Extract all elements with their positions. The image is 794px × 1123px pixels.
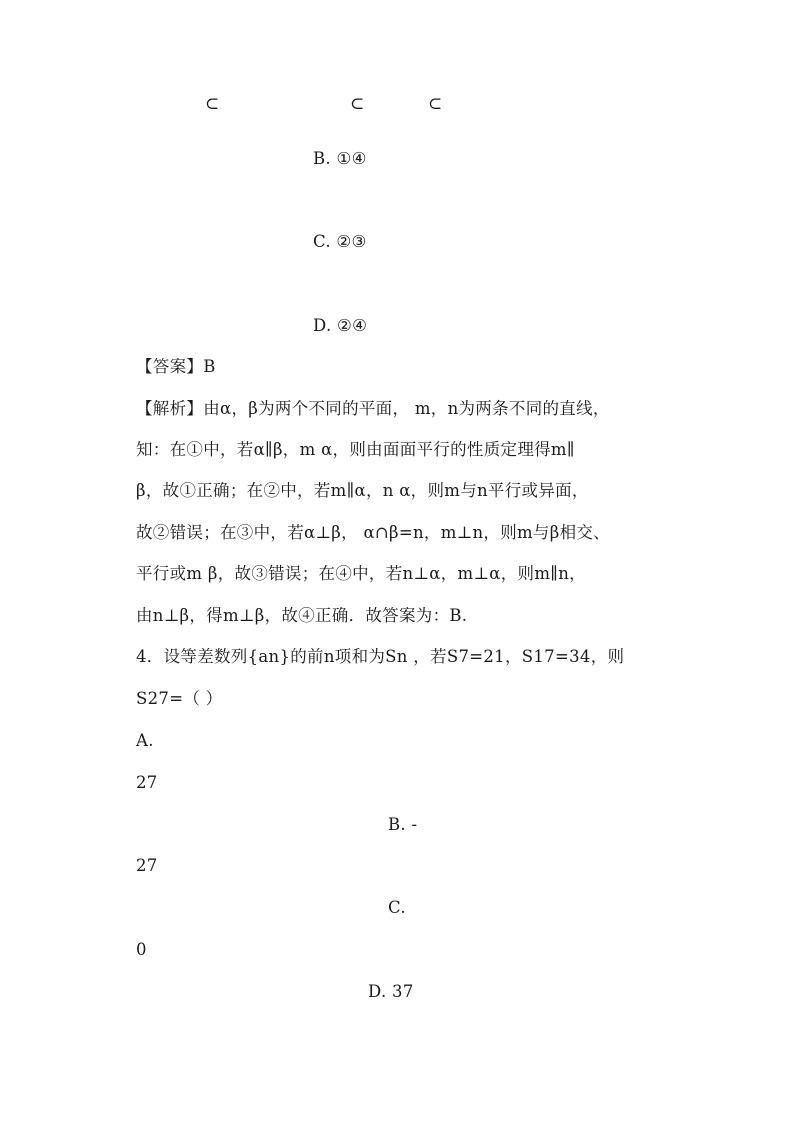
q4-stem-line-1: 4．设等差数列{an}的前n项和为Sn ，若S7=21，S17=34，则	[136, 647, 625, 666]
subset-symbol-1: ⊂	[205, 94, 220, 114]
q4-option-d: D. 37	[368, 982, 414, 1001]
answer-line: 【答案】B	[136, 357, 216, 376]
q4-option-a-label: A.	[136, 731, 154, 750]
subset-symbol-3: ⊂	[428, 94, 443, 114]
q4-option-c-value: 0	[136, 940, 147, 959]
q4-option-b-value: 27	[136, 856, 158, 875]
analysis-line-1: 【解析】由α，β为两个不同的平面， m，n为两条不同的直线，	[136, 399, 610, 418]
analysis-line-2: 知：在①中，若α∥β，m α，则由面面平行的性质定理得m∥	[136, 440, 575, 459]
subset-symbol-2: ⊂	[350, 94, 365, 114]
q4-stem-line-2: S27=（ ）	[136, 689, 223, 708]
q3-option-c: C. ②③	[313, 232, 367, 251]
q4-option-b-label: B. -	[388, 815, 418, 834]
analysis-line-5: 平行或m β，故③错误；在④中，若n⊥α，m⊥α，则m∥n，	[136, 564, 586, 583]
q4-option-a-value: 27	[136, 773, 158, 792]
q3-option-b: B. ①④	[313, 149, 367, 168]
analysis-line-3: β，故①正确；在②中，若m∥α，n α，则m与n平行或异面，	[136, 481, 589, 500]
q4-option-c-label: C.	[388, 898, 406, 917]
analysis-line-4: 故②错误；在③中，若α⊥β， α∩β=n，m⊥n，则m与β相交、	[136, 523, 610, 542]
analysis-line-6: 由n⊥β，得m⊥β，故④正确．故答案为：B.	[136, 606, 468, 625]
q3-option-d: D. ②④	[313, 316, 368, 335]
